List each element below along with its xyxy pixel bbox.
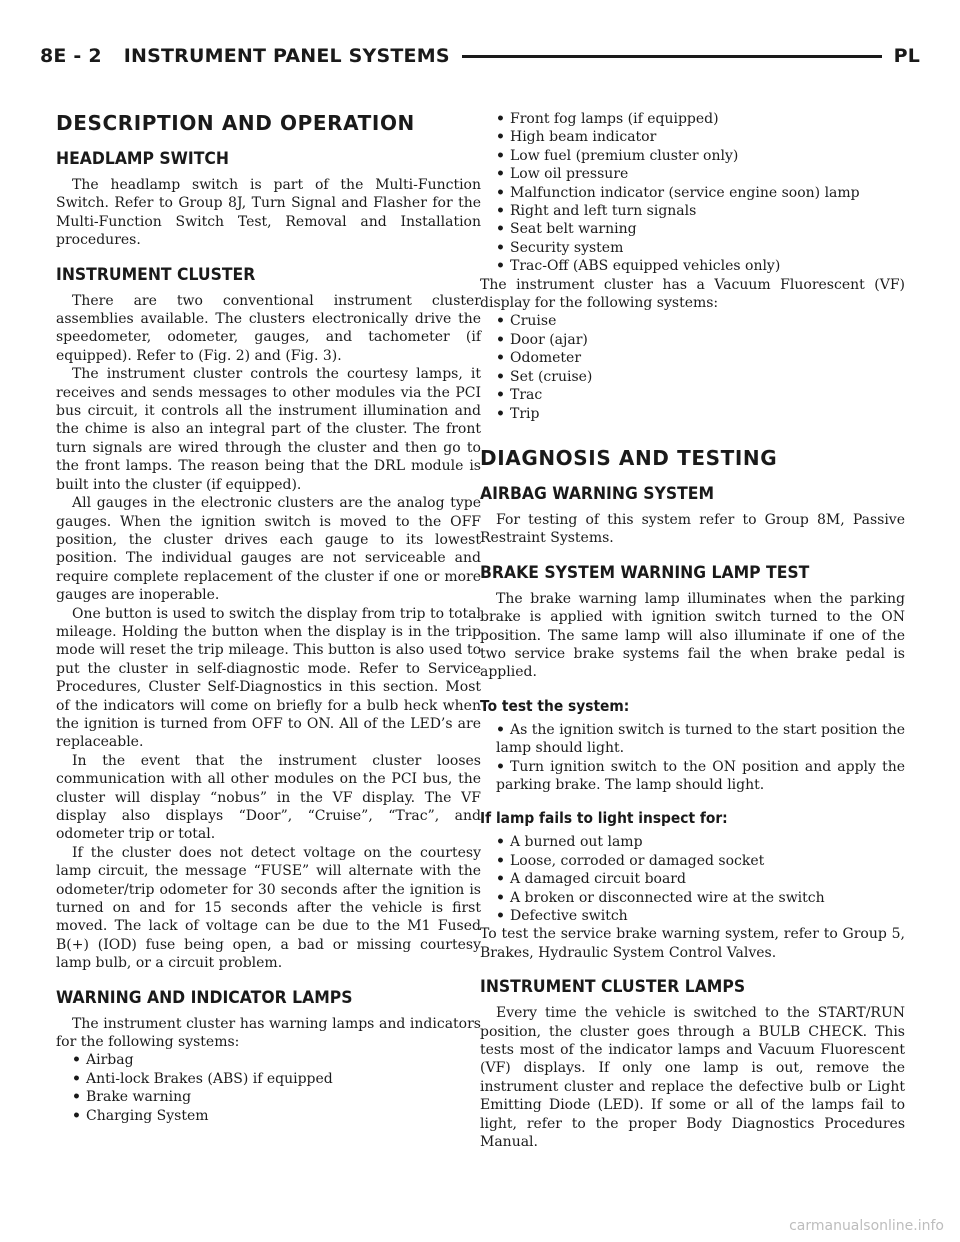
heading-airbag-warning: AIRBAG WARNING SYSTEM [480, 483, 715, 504]
heading-lamp-fails: If lamp fails to light inspect for: [480, 809, 728, 828]
bullet-icon: • [496, 871, 505, 888]
paragraph: If the cluster does not detect voltage on the courtesy lamp circuit, the message “FUSE” will alternate with the odometer/trip odometer for 30 seconds after the ignition is turned on and for 15 seconds after the vehicle is first moved. The lack of voltage can be due to the M1 Fused B(+) (IOD) fuse being open, a bad or missing courtesy lamp bulb, or a circuit problem. [56, 844, 481, 972]
bullet-icon: • [496, 350, 505, 367]
paragraph: For testing of this system refer to Group 8M, Passive Restraint Systems. [480, 511, 905, 547]
warning-list [56, 1051, 481, 1125]
paragraph: There are two conventional instrument cluster assemblies available. The clusters electronically drive the speedometer, odometer, gauges, and tachometer (if equipped). Refer to (Fig. 2) and (Fig. 3). [56, 292, 481, 364]
bullet-icon: • [496, 184, 505, 201]
paragraph: One button is used to switch the display from trip to total mileage. Holding the button when the display is in the trip mode will reset the trip mileage. This button is also used to put the cluster in self-diagnostic mode. Refer to Service Procedures, Cluster Self-Diagnostics in this section. Most of the indicators will come on briefly for a bulb heck when the ignition is turned from OFF to ON. All of the LED’s are replaceable. [56, 605, 481, 751]
heading-cluster-lamps: INSTRUMENT CLUSTER LAMPS [480, 977, 746, 998]
inspect-list [480, 833, 905, 925]
bullet-icon: • [496, 166, 505, 183]
bullet-icon: • [496, 313, 505, 330]
page-number: 8E - 2 [40, 45, 102, 67]
list-item: • Cruise [496, 313, 557, 330]
left-column [56, 110, 481, 1125]
list-item: • Trac [496, 387, 543, 404]
bullet-icon: • [496, 111, 505, 127]
bullet-icon: • [496, 221, 505, 238]
bullet-icon: • [72, 1070, 81, 1087]
list-item: • High beam indicator [496, 129, 657, 146]
list-item: • Security system [496, 239, 624, 256]
paragraph: Every time the vehicle is switched to the START/RUN position, the cluster goes through a BULB CHECK. This tests most of the indicator lamps and Vacuum Fluorescent (VF) displays. If only one lamp is out, remove the instrument cluster and replace the defective bulb or Light Emitting Diode (LED). If some or all of the lamps fail to light, refer to the proper Body Diagnostics Procedures Manual. [480, 1005, 905, 1151]
page-header [40, 36, 920, 76]
list-item: • A burned out lamp [496, 834, 643, 851]
bullet-icon: • [496, 889, 505, 906]
list-item: • A broken or disconnected wire at the switch [496, 889, 825, 906]
bullet-icon: • [496, 368, 505, 385]
list-item: • Defective switch [496, 908, 628, 924]
bullet-icon: • [496, 852, 505, 869]
bullet-icon: • [496, 834, 505, 851]
heading-warning-lamps: WARNING AND INDICATOR LAMPS [56, 987, 353, 1008]
list-item: • Front fog lamps (if equipped) [496, 111, 719, 127]
paragraph: To test the service brake warning system, refer to Group 5, Brakes, Hydraulic System Control Valves. [480, 926, 905, 961]
list-item: • Charging System [72, 1107, 209, 1124]
list-item: • Airbag [72, 1052, 134, 1069]
paragraph: The headlamp switch is part of the Multi-Function Switch. Refer to Group 8J, Turn Signal and Flasher for the Multi-Function Switch Test, Removal and Installation procedures. [56, 177, 481, 249]
list-item: • Door (ajar) [496, 331, 588, 348]
heading-headlamp-switch: HEADLAMP SWITCH [56, 149, 229, 169]
bullet-icon: • [496, 908, 505, 924]
list-item: • Right and left turn signals [496, 203, 697, 220]
list-item: • Set (cruise) [496, 368, 593, 385]
paragraph: In the event that the instrument cluster looses communication with all other modules on the PCI bus, the cluster will display “nobus” in the VF display. The VF display also displays “Door”, “Cruise”, “Trac”, and odometer trip or total. [56, 752, 481, 843]
bullet-icon: • [496, 129, 505, 146]
bullet-icon: • [72, 1107, 81, 1124]
bullet-icon: • [496, 239, 505, 256]
section-title-diagnosis: DIAGNOSIS AND TESTING [480, 445, 778, 470]
bullet-icon: • [496, 331, 505, 348]
bullet-icon: • [496, 203, 505, 220]
bullet-icon: • [496, 258, 505, 275]
paragraph: All gauges in the electronic clusters are the analog type gauges. When the ignition switch is moved to the OFF position, the cluster drives each gauge to its lowest position. The individual gauges are not serviceable and require complete replacement of the cluster if one or more gauges are inoperable. [56, 495, 481, 604]
list-item: • Anti-lock Brakes (ABS) if equipped [72, 1070, 333, 1087]
paragraph: The brake warning lamp illuminates when the parking brake is applied with ignition switch turned to the ON position. The same lamp will also illuminate if one of the two service brake systems fail the when brake pedal is applied. [480, 590, 905, 681]
section-name: INSTRUMENT PANEL SYSTEMS [123, 45, 450, 67]
list-item: • Low fuel (premium cluster only) [496, 147, 739, 164]
header-rule [462, 55, 882, 58]
list-item: • A damaged circuit board [496, 871, 686, 888]
bullet-icon: • [496, 721, 505, 738]
paragraph: The instrument cluster has a Vacuum Fluorescent (VF) display for the following systems: [480, 276, 905, 312]
list-item: • Malfunction indicator (service engine soon) lamp [496, 184, 860, 201]
list-item: • As the ignition switch is turned to the start position the lamp should light. [496, 721, 905, 757]
test-steps-list [480, 721, 905, 795]
list-item: • Turn ignition switch to the ON position and apply the parking brake. The lamp should light. [496, 758, 905, 793]
model-code: PL [893, 45, 920, 67]
paragraph: The instrument cluster controls the courtesy lamps, it receives and sends messages to other modules via the PCI bus circuit, it controls all the instrument illumination and the chime is also an integral part of the cluster. The front turn signals are wired through the cluster and then go to the front lamps. The reason being that the DRL module is built into the cluster (if equipped). [56, 366, 481, 493]
heading-instrument-cluster: INSTRUMENT CLUSTER [56, 264, 256, 285]
bullet-icon: • [496, 387, 505, 404]
list-item: • Odometer [496, 350, 582, 367]
bullet-icon: • [496, 758, 505, 775]
bullet-icon: • [72, 1089, 81, 1106]
list-item: • Seat belt warning [496, 221, 637, 238]
vf-display-list [480, 312, 905, 422]
list-item: • Low oil pressure [496, 166, 629, 183]
bullet-icon: • [496, 405, 505, 422]
heading-test-system: To test the system: [480, 696, 630, 715]
paragraph: The instrument cluster has warning lamps and indicators for the following systems: [56, 1015, 481, 1051]
watermark: carmanualsonline.info [789, 1218, 944, 1234]
list-item: • Trip [496, 405, 540, 422]
bullet-icon: • [72, 1052, 81, 1069]
bullet-icon: • [496, 147, 505, 164]
heading-brake-warning-test: BRAKE SYSTEM WARNING LAMP TEST [480, 562, 810, 583]
list-item: • Loose, corroded or damaged socket [496, 852, 765, 869]
list-item: • Trac-Off (ABS equipped vehicles only) [496, 258, 781, 275]
right-column [480, 110, 905, 1151]
section-title-description: DESCRIPTION AND OPERATION [56, 111, 415, 135]
list-item: • Brake warning [72, 1089, 192, 1106]
warning-list-continued [480, 110, 905, 276]
